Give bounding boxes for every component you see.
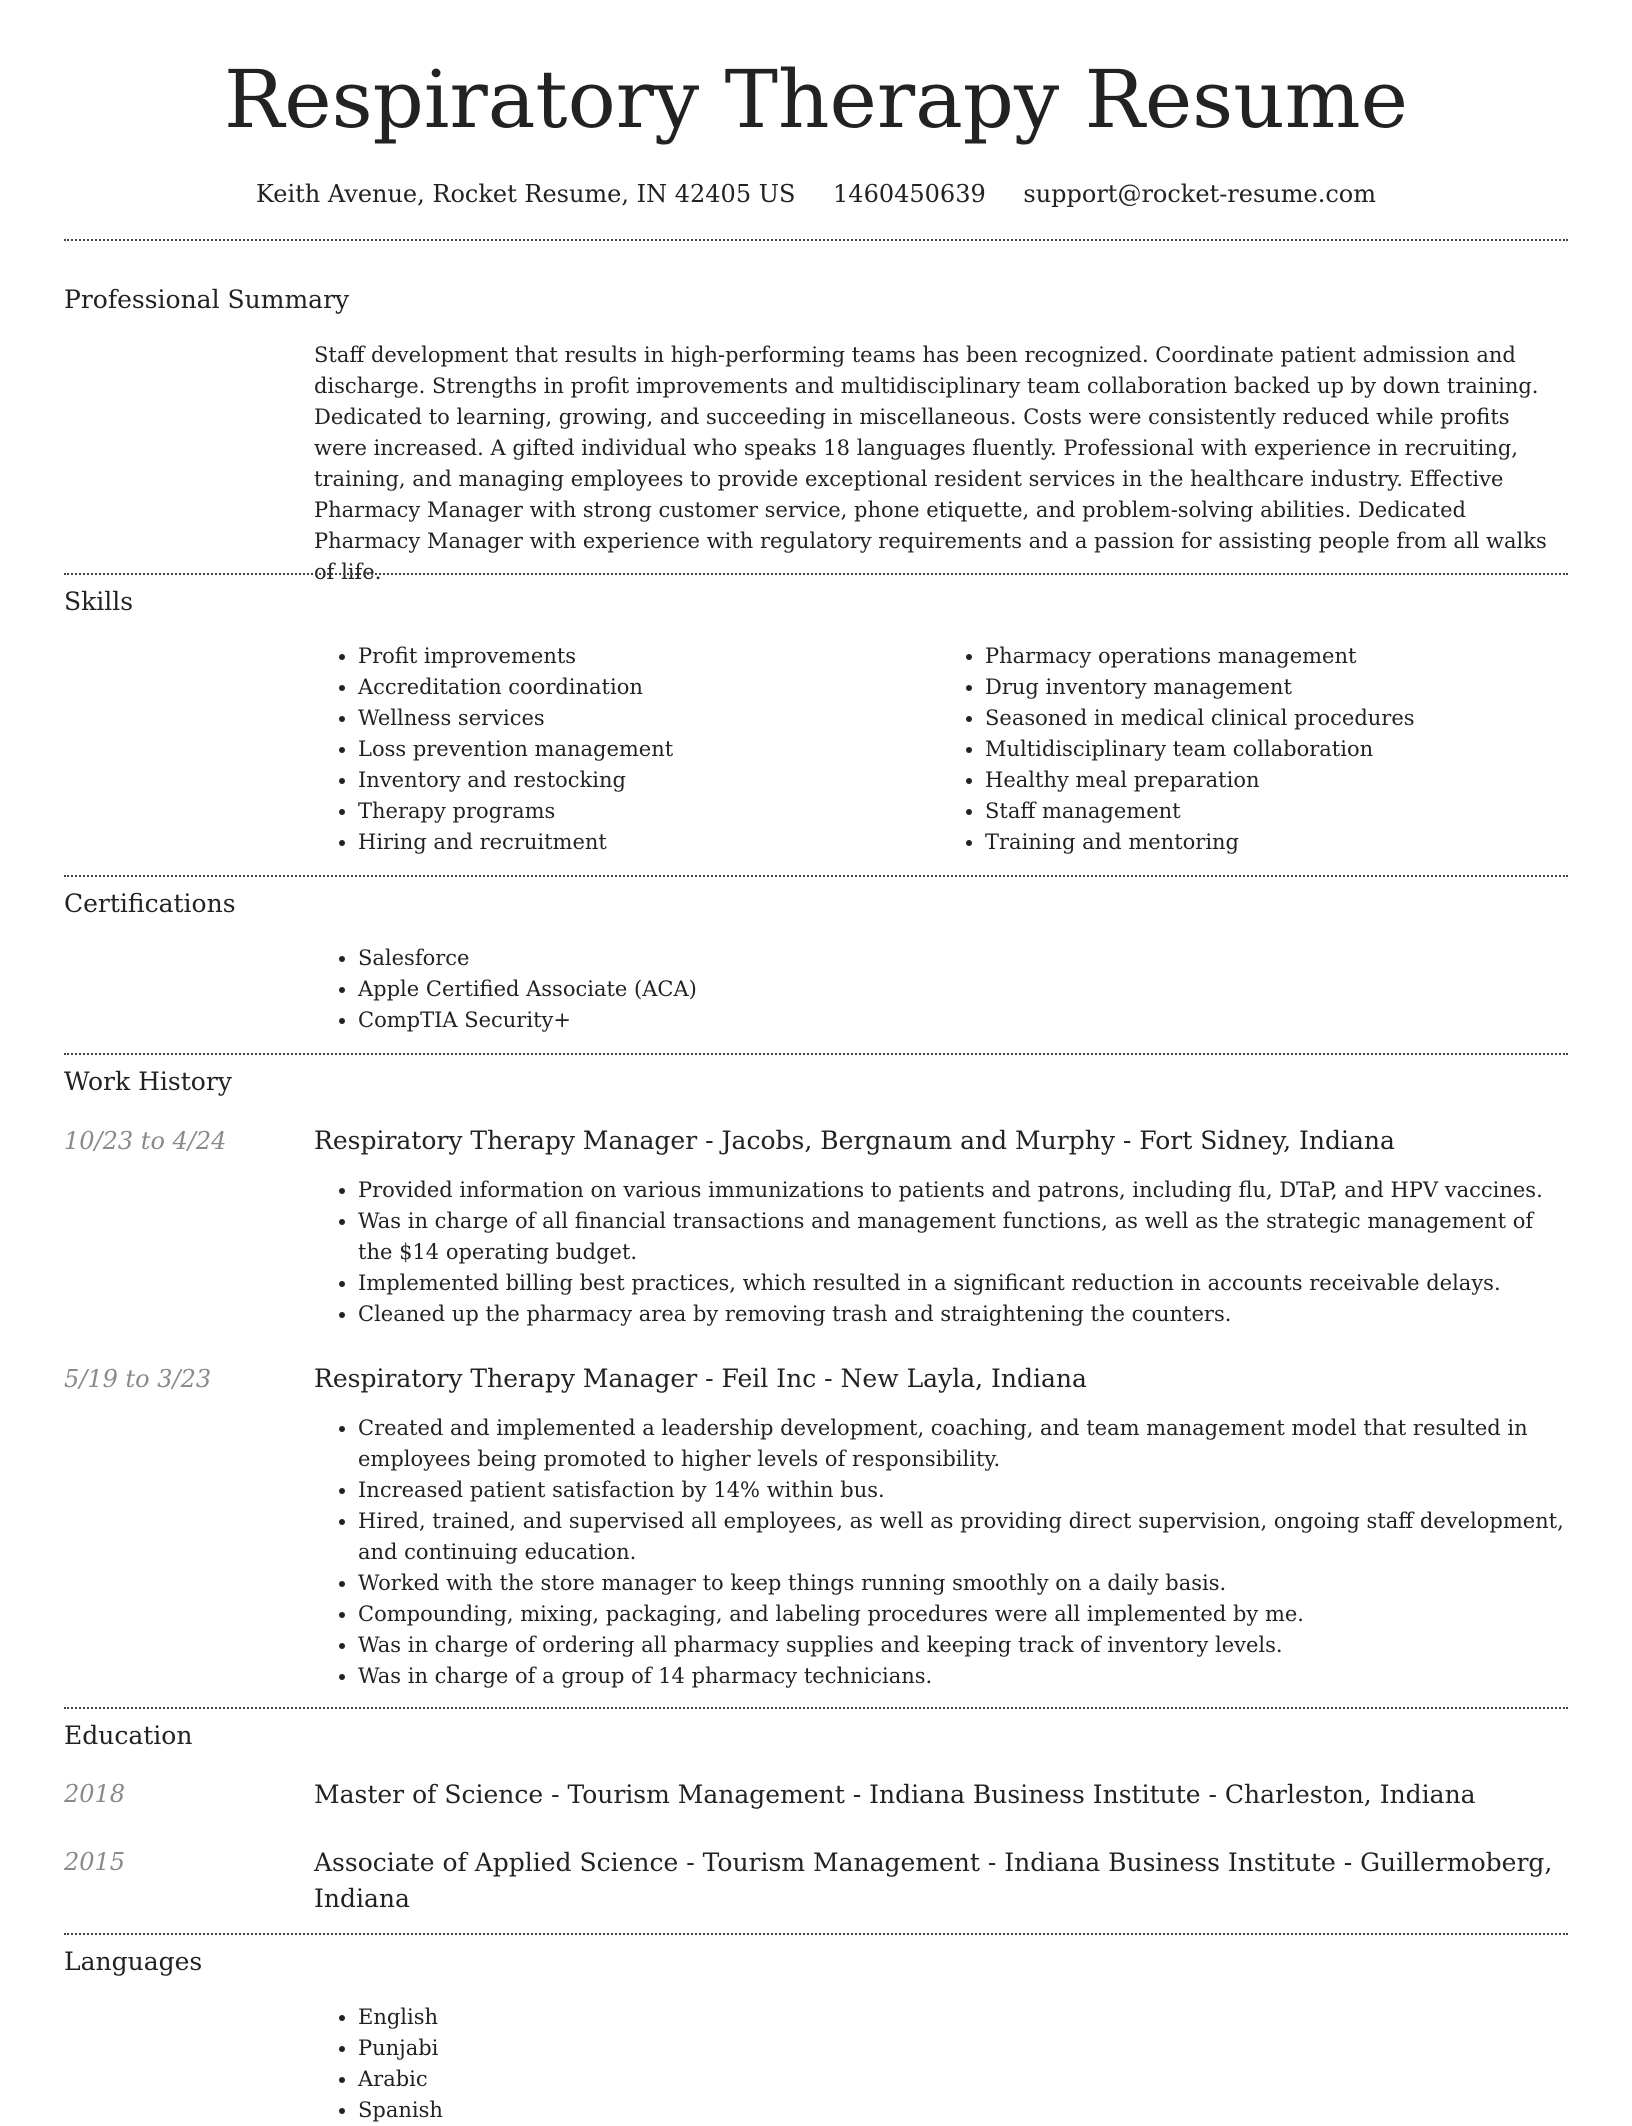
skills-list-left xyxy=(314,641,941,858)
language-item: • Arabic xyxy=(358,2064,1568,2095)
job-bullet: • Was in charge of a group of 14 pharmacy technicians. xyxy=(358,1661,1568,1692)
resume-title: Respiratory Therapy Resume xyxy=(224,53,1408,146)
education-year: 2015 xyxy=(64,1848,126,1876)
divider xyxy=(64,1707,1568,1709)
language-item: • Punjabi xyxy=(358,2033,1568,2064)
job-bullet: • Was in charge of ordering all pharmacy supplies and keeping track of inventory levels. xyxy=(358,1630,1568,1661)
skill-item: • Wellness services xyxy=(358,703,941,734)
job-bullet: • Provided information on various immunizations to patients and patrons, including flu, DTaP, and HPV vaccines. xyxy=(358,1175,1568,1206)
languages-list xyxy=(314,2002,1568,2126)
skill-item: • Inventory and restocking xyxy=(358,765,941,796)
skill-item: • Training and mentoring xyxy=(985,827,1568,858)
job-title: Respiratory Therapy Manager - Jacobs, Bergnaum and Murphy - Fort Sidney, Indiana xyxy=(314,1126,1395,1155)
skill-item: • Loss prevention management xyxy=(358,734,941,765)
certifications-list xyxy=(314,943,1568,1036)
divider xyxy=(64,875,1568,877)
job-bullet: • Hired, trained, and supervised all employees, as well as providing direct supervision, ongoing staff development, and continuing education. xyxy=(358,1506,1568,1568)
education-title: Master of Science - Tourism Management - Indiana Business Institute - Charleston, Indiana xyxy=(314,1780,1476,1809)
languages-heading: Languages xyxy=(64,1947,203,1976)
education-title: Associate of Applied Science - Tourism Management - Indiana Business Institute - Guillermoberg, Indiana xyxy=(314,1848,1553,1913)
language-item: • English xyxy=(358,2002,1568,2033)
skills-heading: Skills xyxy=(64,587,134,616)
summary-section xyxy=(314,340,1568,588)
skill-item: • Hiring and recruitment xyxy=(358,827,941,858)
divider xyxy=(64,239,1568,241)
skill-item: • Drug inventory management xyxy=(985,672,1568,703)
divider xyxy=(64,1933,1568,1935)
job-bullet: • Was in charge of all financial transactions and management functions, as well as the strategic management of the $14 operating budget. xyxy=(358,1206,1568,1268)
languages-section xyxy=(314,2002,1568,2126)
skill-item: • Pharmacy operations management xyxy=(985,641,1568,672)
divider xyxy=(64,573,1568,575)
skills-section xyxy=(314,641,1568,858)
job-bullet: • Compounding, mixing, packaging, and labeling procedures were all implemented by me. xyxy=(358,1599,1568,1630)
skill-item: • Accreditation coordination xyxy=(358,672,941,703)
job-bullet: • Cleaned up the pharmacy area by removing trash and straightening the counters. xyxy=(358,1299,1568,1330)
contact-email: support@rocket-resume.com xyxy=(1023,180,1376,208)
job-bullet: • Created and implemented a leadership development, coaching, and team management model that resulted in employees being promoted to higher levels of responsibility. xyxy=(358,1413,1568,1475)
divider xyxy=(64,1053,1568,1055)
job-bullets xyxy=(314,1175,1568,1330)
work-history-heading: Work History xyxy=(64,1067,232,1096)
job-bullets xyxy=(314,1413,1568,1692)
certifications-heading: Certifications xyxy=(64,889,236,918)
skill-item: • Healthy meal preparation xyxy=(985,765,1568,796)
certification-item: • Apple Certified Associate (ACA) xyxy=(358,974,1568,1005)
certifications-section xyxy=(314,943,1568,1036)
education-year: 2018 xyxy=(64,1780,126,1808)
contact-phone: 1460450639 xyxy=(833,180,986,208)
job-bullet: • Increased patient satisfaction by 14% within bus. xyxy=(358,1475,1568,1506)
job-bullet: • Worked with the store manager to keep things running smoothly on a daily basis. xyxy=(358,1568,1568,1599)
skill-item: • Profit improvements xyxy=(358,641,941,672)
job-dates: 5/19 to 3/23 xyxy=(64,1365,212,1393)
certification-item: • CompTIA Security+ xyxy=(358,1005,1568,1036)
skill-item: • Therapy programs xyxy=(358,796,941,827)
skill-item: • Staff management xyxy=(985,796,1568,827)
contact-address: Keith Avenue, Rocket Resume, IN 42405 US xyxy=(256,180,796,208)
job-title: Respiratory Therapy Manager - Feil Inc - New Layla, Indiana xyxy=(314,1364,1087,1393)
certification-item: • Salesforce xyxy=(358,943,1568,974)
language-item: • Spanish xyxy=(358,2095,1568,2126)
skill-item: • Multidisciplinary team collaboration xyxy=(985,734,1568,765)
summary-heading: Professional Summary xyxy=(64,285,350,314)
skill-item: • Seasoned in medical clinical procedures xyxy=(985,703,1568,734)
summary-text: Staff development that results in high-performing teams has been recognized. Coordinate patient admission and discharge. Strengths in profit improvements and multidisciplinary team collaboration backed up by down training. Dedicated to learning, growing, and succeeding in miscellaneous. Costs were consistently reduced while profits were increased. A gifted individual who speaks 18 languages fluently. Professional with experience in recruiting, training, and managing employees to provide exceptional resident services in the healthcare industry. Effective Pharmacy Manager with strong customer service, phone etiquette, and problem-solving abilities. Dedicated Pharmacy Manager with experience with regulatory requirements and a passion for assisting people from all walks of life. xyxy=(314,343,1547,584)
contact-line xyxy=(0,178,1632,210)
skills-list-right xyxy=(941,641,1568,858)
education-heading: Education xyxy=(64,1721,193,1750)
job-dates: 10/23 to 4/24 xyxy=(64,1127,227,1155)
job-bullet: • Implemented billing best practices, which resulted in a significant reduction in accounts receivable delays. xyxy=(358,1268,1568,1299)
